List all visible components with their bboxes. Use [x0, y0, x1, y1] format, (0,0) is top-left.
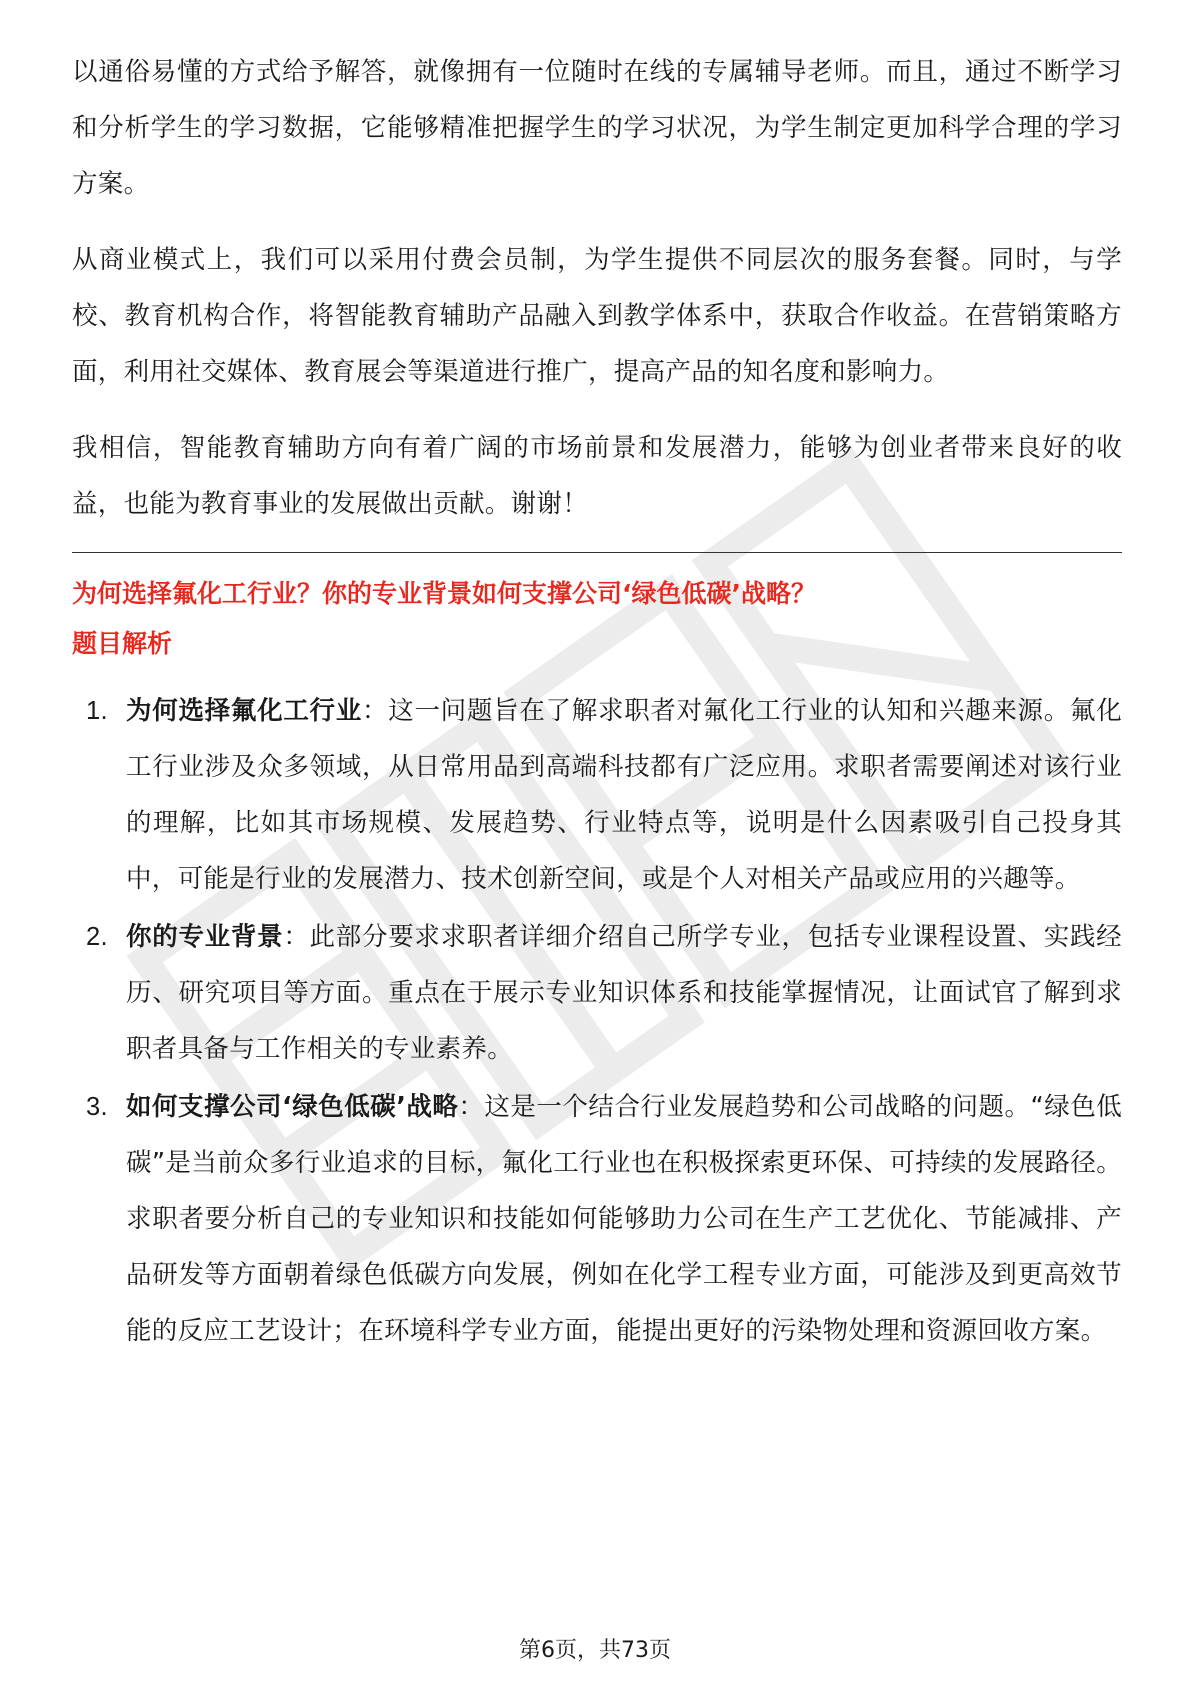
section-label: 题目解析	[72, 629, 173, 658]
list-item-text: ：此部分要求求职者详细介绍自己所学专业，包括专业课程设置、实践经历、研究项目等方面。重点在于展示专业知识体系和技能掌握情况，让面试官了解到求职者具备与工作相关的专业素养。	[126, 922, 1122, 1064]
list-item-text: ：这是一个结合行业发展趋势和公司战略的问题。“绿色低碳”是当前众多行业追求的目标，氟化工行业也在积极探索更环保、可持续的发展路径。求职者要分析自己的专业知识和技能如何能够助力公司在生产工艺优化、节能减排、产品研发等方面朝着绿色低碳方向发展，例如在化学工程专业方面，可能涉及到更高效节能的反应工艺设计；在环境科学专业方面，能提出更好的污染物处理和资源回收方案。	[126, 1092, 1123, 1346]
list-item-term: 为何选择氟化工行业	[126, 696, 362, 726]
list-item-number: 2.	[86, 923, 108, 951]
body-paragraph-1: 以通俗易懂的方式给予解答，就像拥有一位随时在线的专属辅导老师。而且，通过不断学习和分析学生的学习数据，它能够精准把握学生的学习状况，为学生制定更加科学合理的学习方案。	[72, 57, 1122, 199]
list-item-number: 3.	[86, 1093, 108, 1121]
body-paragraph-2: 从商业模式上，我们可以采用付费会员制，为学生提供不同层次的服务套餐。同时，与学校、教育机构合作，将智能教育辅助产品融入到教学体系中，获取合作收益。在营销策略方面，利用社交媒体、教育展会等渠道进行推广，提高产品的知名度和影响力。	[72, 245, 1122, 387]
question-title: 为何选择氟化工行业？你的专业背景如何支撑公司‘绿色低碳’战略？	[72, 579, 816, 608]
page-footer: 第6页，共73页	[519, 1638, 671, 1663]
body-paragraph-3: 我相信，智能教育辅助方向有着广阔的市场前景和发展潜力，能够为创业者带来良好的收益，也能为教育事业的发展做出贡献。谢谢！	[72, 433, 1122, 519]
list-item-term: 你的专业背景	[126, 922, 284, 952]
list-item-term: 如何支撑公司‘绿色低碳’战略	[126, 1092, 459, 1122]
section-divider	[72, 552, 1122, 553]
list-item	[72, 1079, 1122, 1359]
main-content	[72, 44, 1122, 1361]
list-item-number: 1.	[86, 697, 108, 725]
analysis-list	[72, 683, 1122, 1359]
list-item	[72, 909, 1122, 1077]
list-item-text: ：这一问题旨在了解求职者对氟化工行业的认知和兴趣来源。氟化工行业涉及众多领域，从日常用品到高端科技都有广泛应用。求职者需要阐述对该行业的理解，比如其市场规模、发展趋势、行业特点等，说明是什么因素吸引自己投身其中，可能是行业的发展潜力、技术创新空间，或是个人对相关产品或应用的兴趣等。	[126, 696, 1123, 894]
list-item	[72, 683, 1122, 907]
